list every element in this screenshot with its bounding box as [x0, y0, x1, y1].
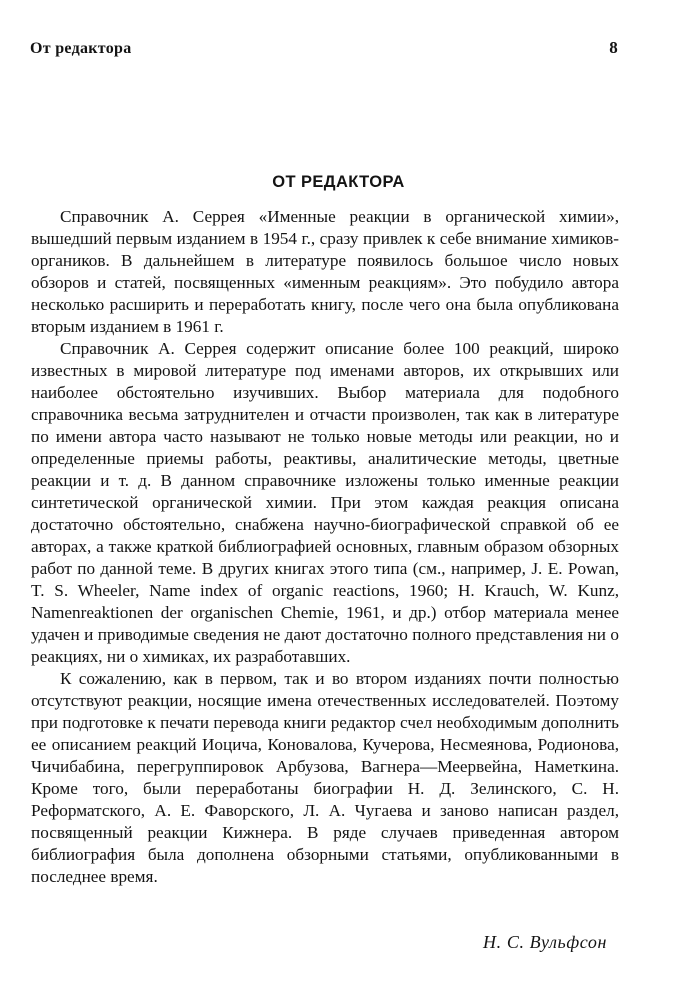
paragraph-2: Справочник А. Серрея содержит описание более 100 реакций, широко известных в мировой литературе под именами авторов, их открывших или наиболее обстоятельно изучивших. Выбор материала для подобного справочника весьма затруднителен и отчасти произволен, так как в литературе по имени автора часто называют не только новые методы или реакции, но и определенные приемы работы, реактивы, аналитические методы, цветные реакции и т. д. В данном справочнике изложены только именные реакции синтетической органической химии. При этом каждая реакция описана достаточно обстоятельно, снабжена научно-биографической справкой об ее авторах, а также краткой библиографией основных, главным образом обзорных работ по данной теме. В других книгах этого типа (см., например, J. E. Powan, T. S. Wheeler, Name index of organic reactions, 1960; H. Krauch, W. Kunz, Namenreaktionen der organischen Chemie, 1961, и др.) отбор материала менее удачен и приводимые сведения не дают достаточно полного представления ни о реакциях, ни о химиках, их разработавших. [31, 339, 619, 666]
paragraph-3: К сожалению, как в первом, так и во втором изданиях почти полностью отсутствуют реакции, носящие имена отечественных исследователей. Поэтому при подготовке к печати перевода книги редактор счел необходимым дополнить ее описанием реакций Иоцича, Коновалова, Кучерова, Несмеянова, Родионова, Чичибабина, перегруппировок Арбузова, Вагнера—Меервейна, Наметкина. Кроме того, были переработаны биографии Н. Д. Зелинского, С. Н. Реформатского, А. Е. Фаворского, Л. А. Чугаева и заново написан раздел, посвященный реакции Кижнера. В ряде случаев приведенная автором библиография была дополнена обзорными статьями, опубликованными в последнее время. [31, 669, 619, 886]
page-number: 8 [609, 38, 618, 57]
running-head-section: От редактора [30, 40, 132, 57]
editor-signature: Н. С. Вульфсон [483, 932, 607, 952]
body-text [31, 206, 619, 888]
chapter-title: ОТ РЕДАКТОРА [272, 173, 405, 191]
running-head [30, 38, 618, 62]
paragraph-1: Справочник А. Серрея «Именные реакции в органической химии», вышедший первым изданием в 1954 г., сразу привлек к себе внимание химиков-органиков. В дальнейшем в литературе появилось большое число новых обзоров и статей, посвященных «именным реакциям». Это побудило автора несколько расширить и переработать книгу, после чего она была опубликована вторым изданием в 1961 г. [31, 207, 619, 336]
